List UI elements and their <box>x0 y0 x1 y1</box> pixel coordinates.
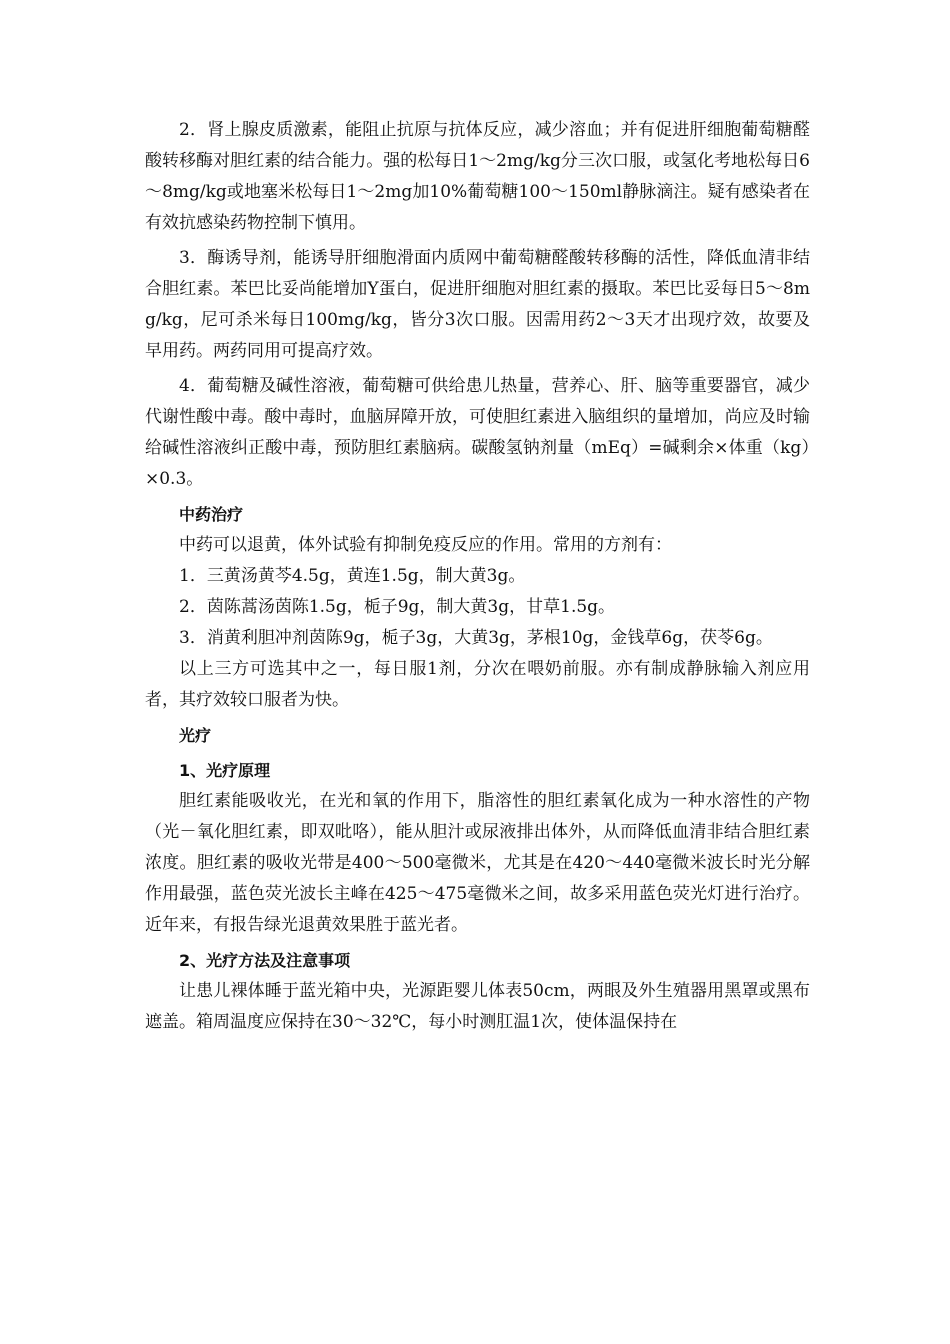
paragraph-glucose-alkaline: 4．葡萄糖及碱性溶液，葡萄糖可供给患儿热量，营养心、肝、脑等重要器官，减少代谢性酸中毒。酸中毒时，血脑屏障开放，可使胆红素进入脑组织的量增加，尚应及时输给碱性溶液纠正酸中毒，预防胆红素脑病。碳酸氢钠剂量（mEq）=碱剩余×体重（kg）×0.3。 <box>145 376 810 489</box>
paragraph-phototherapy-principle: 胆红素能吸收光，在光和氧的作用下，脂溶性的胆红素氧化成为一种水溶性的产物（光－氧化胆红素，即双吡咯），能从胆汁或尿液排出体外，从而降低血清非结合胆红素浓度。胆红素的吸收光带是400～500毫微米，尤其是在420～440毫微米波长时光分解作用最强，蓝色荧光波长主峰在425～475毫微米之间，故多采用蓝色荧光灯进行治疗。近年来，有报告绿光退黄效果胜于蓝光者。 <box>145 791 810 935</box>
paragraph-tcm-intro: 中药可以退黄，体外试验有抑制免疫反应的作用。常用的方剂有： <box>179 535 672 555</box>
paragraph-enzyme-inducers: 3．酶诱导剂，能诱导肝细胞滑面内质网中葡萄糖醛酸转移酶的活性，降低血清非结合胆红素。苯巴比妥尚能增加Y蛋白，促进肝细胞对胆红素的摄取。苯巴比妥每日5～8mg/kg，尼可杀米每日100mg/kg，皆分3次口服。因需用药2～3天才出现疗效，故要及早用药。两药同用可提高疗效。 <box>145 248 810 361</box>
heading-phototherapy-method: 2、光疗方法及注意事项 <box>179 951 351 970</box>
heading-phototherapy-principle: 1、光疗原理 <box>179 761 271 780</box>
paragraph-formula-2: 2．茵陈蒿汤茵陈1.5g，栀子9g，制大黄3g，甘草1.5g。 <box>179 597 616 617</box>
paragraph-formula-3: 3．消黄利胆冲剂茵陈9g，栀子3g，大黄3g，茅根10g，金钱草6g，茯苓6g。 <box>179 628 773 648</box>
paragraph-formula-usage: 以上三方可选其中之一，每日服1剂，分次在喂奶前服。亦有制成静脉输入剂应用者，其疗效较口服者为快。 <box>145 659 810 710</box>
paragraph-formula-1: 1．三黄汤黄芩4.5g，黄连1.5g，制大黄3g。 <box>179 566 526 586</box>
paragraph-corticosteroids: 2．肾上腺皮质激素，能阻止抗原与抗体反应，减少溶血；并有促进肝细胞葡萄糖醛酸转移酶对胆红素的结合能力。强的松每日1～2mg/kg分三次口服，或氢化考地松每日6～8mg/kg或地塞米松每日1～2mg加10%葡萄糖100～150ml静脉滴注。疑有感染者在有效抗感染药物控制下慎用。 <box>145 120 810 233</box>
paragraph-phototherapy-method: 让患儿裸体睡于蓝光箱中央，光源距婴儿体表50cm，两眼及外生殖器用黑罩或黑布遮盖。箱周温度应保持在30～32℃，每小时测肛温1次，使体温保持在 <box>145 981 810 1032</box>
document-page <box>145 115 810 1038</box>
heading-tcm-treatment: 中药治疗 <box>179 505 244 524</box>
heading-phototherapy: 光疗 <box>179 726 212 745</box>
